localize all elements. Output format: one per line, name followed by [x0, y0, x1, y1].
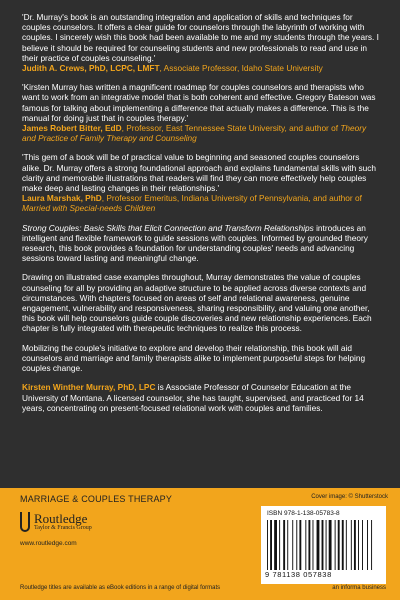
book-title: Strong Couples: Basic Skills that Elicit Connection and Transform Relationships — [22, 222, 314, 233]
category-label: MARRIAGE & COUPLES THERAPY — [20, 494, 173, 504]
barcode-digits: 9 781138 057838 — [265, 570, 332, 579]
author-bio-text: is Associate Professor of Counselor Education at the University of Montana. A licensed counselor, she has taught, supervised, and practiced for 14 years, concentrating on present-focused relational work with couples and families. — [22, 382, 364, 413]
barcode-bar — [322, 520, 324, 570]
barcode-bar — [346, 520, 347, 570]
barcode-bar — [351, 520, 352, 570]
quote-book-title: Theory and Practice of Family Therapy and Counseling — [22, 123, 367, 144]
barcode-bar — [354, 520, 356, 570]
barcode-bar — [270, 520, 272, 570]
barcode-bar — [296, 520, 297, 570]
barcode-bar — [358, 520, 359, 570]
barcode-bar — [267, 520, 268, 570]
barcode-panel — [261, 506, 386, 584]
publisher-wordmark — [34, 510, 92, 532]
publisher-url[interactable]: www.routledge.com — [20, 540, 77, 547]
author-name: Kirsten Winther Murray, PhD, LPC — [22, 382, 156, 393]
barcode-bar — [292, 520, 293, 570]
author-bio — [22, 382, 380, 413]
quote-author: James Robert Bitter, EdD — [22, 123, 122, 134]
quote-author: Laura Marshak, PhD — [22, 193, 102, 204]
cover-footer — [0, 488, 400, 600]
barcode-bar — [313, 520, 314, 570]
quote-book-title: Married with Special-needs Children — [22, 203, 156, 214]
description-paragraph-2: Drawing on illustrated case examples throughout, Murray demonstrates the value of couples counseling for all by providing an adaptive structure to be applied across diverse contexts and circumstances. With chapters focused on areas of self and relational awareness, genuine engagement, vulnerability and responsiveness, sharing responsibility, and valuing one another, this book will help counselors guide couple discoveries and new relationship experiences. Each chapter is fully integrated with therapeutic techniques to realize this process. — [22, 272, 372, 334]
publisher-name: Routledge — [34, 510, 88, 526]
barcode-bar — [287, 520, 288, 570]
quote-affiliation: , Professor, East Tennessee State University, and author of — [121, 123, 341, 134]
barcode-bar — [342, 520, 344, 570]
barcode-bar — [274, 520, 277, 570]
cover-text — [22, 12, 380, 422]
quote-text: 'Kirsten Murray has written a magnificent roadmap for couples counselors and therapists who want to work from an integrative model that is both coherent and effective. Gregory Bateson was famous for talking about implementing a difference that actually makes a difference. This is the manual for doing just that in couples therapy.' — [22, 82, 376, 123]
quote-2 — [22, 82, 380, 143]
cover-image-credit: Cover image: © Shutterstock — [311, 494, 388, 500]
description-text: introduces an intelligent and flexible framework to guide sessions with couples. Informed by grounded theory research, this book provides a foundation for understanding couples' needs and advancing sessions toward lasting and meaningful change. — [22, 222, 368, 264]
description-paragraph-1 — [22, 223, 380, 264]
barcode-bar — [329, 520, 332, 570]
barcode-icon — [267, 520, 380, 570]
quote-1 — [22, 12, 380, 73]
description-paragraph-3: Mobilizing the couple's initiative to explore and develop their relationship, this book will aid counselors and marriage and family therapists alike to implement purposeful steps for helping couples change. — [22, 342, 366, 374]
barcode-bar — [279, 520, 280, 570]
quote-author: Judith A. Crews, PhD, LCPC, LMFT — [22, 63, 160, 74]
barcode-bar — [338, 520, 340, 570]
barcode-bar — [335, 520, 336, 570]
barcode-bar — [362, 520, 363, 570]
publisher-group: Taylor & Francis Group — [34, 524, 92, 531]
quote-affiliation: , Professor Emeritus, Indiana University of Pennsylvania, and author of — [101, 193, 362, 204]
quote-affiliation: , Associate Professor, Idaho State University — [159, 63, 323, 74]
barcode-bar — [283, 520, 285, 570]
quote-attribution — [22, 123, 380, 143]
barcode-bar — [367, 520, 368, 570]
quote-text: 'This gem of a book will be of practical value to beginning and seasoned couples counselors alike. Dr. Murray offers a strong foundational approach and explains fundamental skills with such clarity and memorable illustrations that readers will find they can more effectively help couples make deep and lasting changes in their relationships.' — [22, 152, 377, 194]
barcode-bar — [305, 520, 306, 570]
barcode-bar — [299, 520, 301, 570]
quote-attribution — [22, 193, 380, 213]
barcode-bar — [326, 520, 327, 570]
informa-tagline: an informa business — [332, 585, 386, 591]
quote-attribution — [22, 63, 380, 73]
publisher-logo — [20, 512, 92, 532]
barcode-bar — [317, 520, 320, 570]
ebook-disclaimer: Routledge titles are available as eBook editions in a range of digital formats — [20, 585, 221, 591]
quote-3 — [22, 152, 380, 213]
isbn-label: ISBN 978-1-138-05783-8 — [267, 510, 340, 517]
quote-text: 'Dr. Murray's book is an outstanding integration and application of skills and techniques for couples counselors. It offers a clear guide for counselors through the labyrinth of working with couples. I sincerely wish this book had been available to me and my students through the years. I believe it should be required for counseling students and new professionals to read and use in their practice of couples counseling.' — [22, 12, 379, 63]
barcode-bar — [308, 520, 310, 570]
routledge-logo-icon — [20, 512, 30, 532]
barcode-bar — [371, 520, 372, 570]
